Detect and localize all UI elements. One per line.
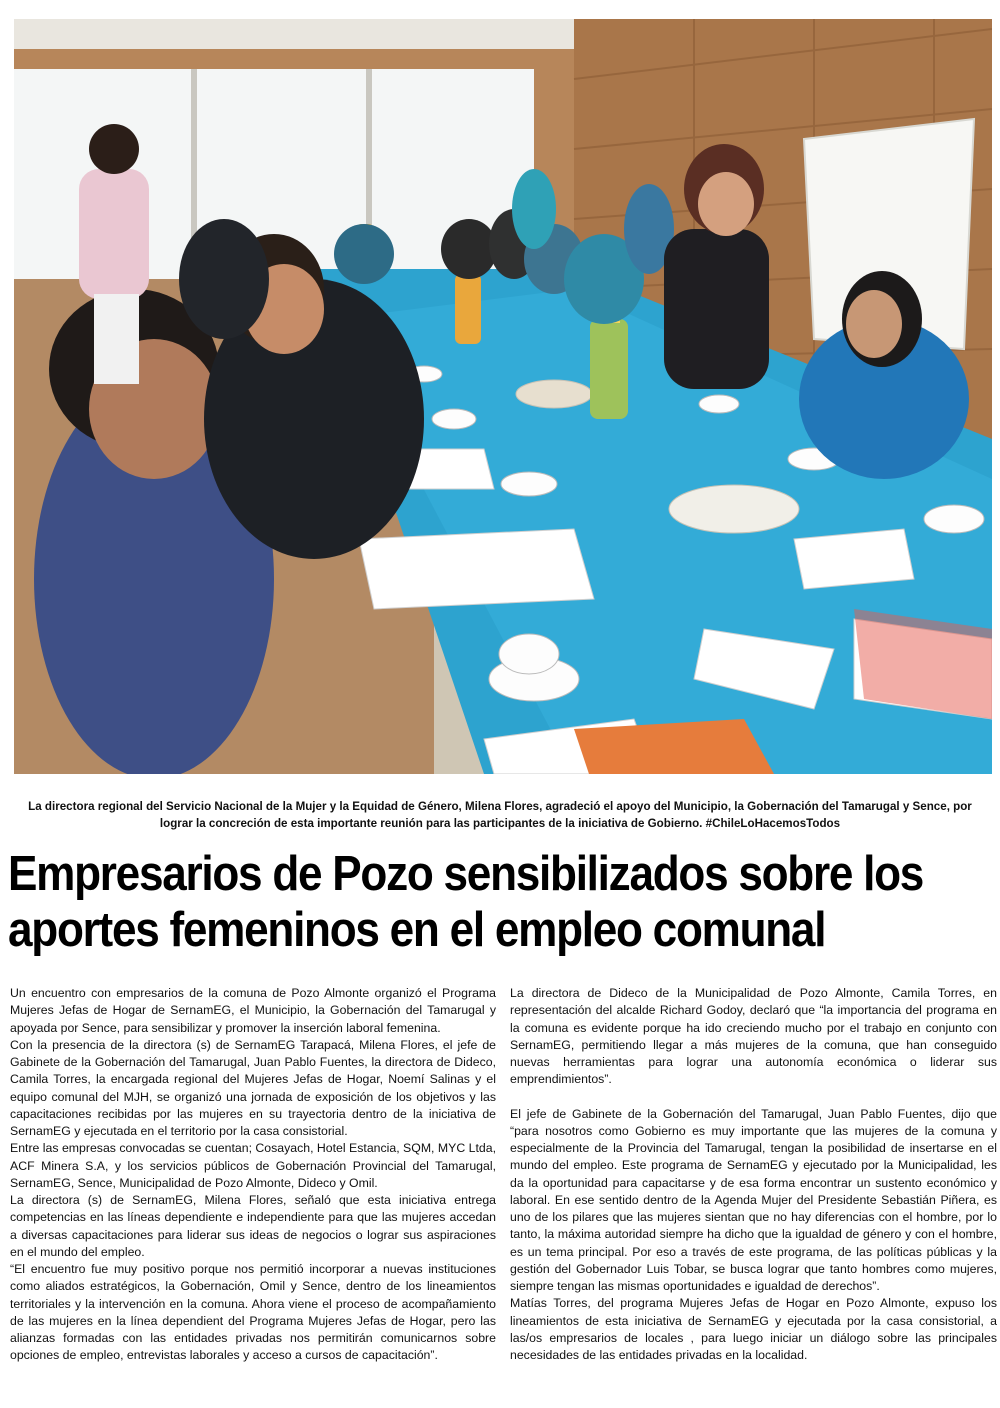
paragraph: Con la presencia de la directora (s) de SernamEG Tarapacá, Milena Flores, el jefe de Gabinete de la Gobernación del Tamarugal, Juan Pablo Fuentes, la directora de Dideco, Camila Torres, la encargada regional del Mujeres Jefas de Hogar, Noemí Salinas y el equipo comunal del MJH, se organizó una jornada de exposición de los objetivos y las capacitaciones recibidas por las mujeres en su trayectoria dentro de la iniciativa de SernamEG y ejecutada en el territorio por la casa consistorial. [10, 1037, 496, 1138]
headline-line-1: Empresarios de Pozo sensibilizados sobre los [8, 847, 924, 901]
meeting-photo-illustration [14, 19, 992, 774]
paragraph: Entre las empresas convocadas se cuentan; Cosayach, Hotel Estancia, SQM, MYC Ltda, ACF Minera S.A, y los servicios públicos de Gobernación Provincial del Tamarugal, SernamEG, Sence, Municipalidad de Pozo Almonte, Dideco y Omil. [10, 1141, 496, 1190]
paragraph: El jefe de Gabinete de la Gobernación del Tamarugal, Juan Pablo Fuentes, dijo que “para nosotros como Gobierno es muy importante que las mujeres de la comuna y especialmente de la Provincia del Tamarugal, tengan la posibilidad de insertarse en el mundo del empleo. Este programa de SernamEG y ejecutado por la Municipalidad, les da la oportunidad para capacitarse y de esa forma encontrar un sustento económico y laboral. En ese sentido dentro de la Agenda Mujer del Presidente Sebastián Piñera, es uno de los pilares que las mujeres sientan que no hay diferencias con el hombre, por lo tanto, la máxima autoridad siempre ha dicho que la igualdad de género y con el hombre, es un tema principal. Por eso a través de este programa, de las políticas públicas y la gestión del Gobernador Luis Tobar, se busca lograr que tanto hombres como mujeres, siempre tengan las mismas oportunidades e igualdad de derechos”. [510, 1106, 997, 1293]
paragraph: La directora (s) de SernamEG, Milena Flores, señaló que esta iniciativa entrega competencias en las líneas dependiente e independiente para que las mujeres accedan a diversas capacitaciones para liderar sus ideas de negocios o lograr sus aspiraciones en el mundo del empleo. [10, 1193, 496, 1259]
headline-line-2: aportes femeninos en el empleo comunal [8, 903, 826, 957]
paragraph: “El encuentro fue muy positivo porque nos permitió incorporar a nuevas instituciones como aliados estratégicos, la Gobernación, Omil y Sence, dentro de los lineamientos territoriales y la intervención en la comuna. Ahora viene el proceso de acompañamiento de las mujeres en la línea dependient del Programa Mujeres Jefas de Hogar, pero las alianzas formadas con las entidades privadas nos permitirán comunicarnos sobre opciones de empleo, entrevistas laborales y acceso a cursos de capacitación”. [10, 1262, 496, 1363]
paragraph: Un encuentro con empresarios de la comuna de Pozo Almonte organizó el Programa Mujeres Jefas de Hogar de SernamEG, el Municipio, la Gobernación del Tamarugal y apoyada por Sence, para sensibilizar y promover la inserción laboral femenina. [10, 986, 496, 1035]
article-column-left [10, 985, 496, 1365]
photo-caption: La directora regional del Servicio Nacional de la Mujer y la Equidad de Género, Milena Flores, agradeció el apoyo del Municipio, la Gobernación del Tamarugal y Sence, por lograr la concreción de esta importante reunión para las participantes de la iniciativa de Gobierno. #ChileLoHacemosTodos [28, 800, 972, 830]
article-column-right [510, 985, 997, 1364]
headline [8, 846, 924, 958]
paragraph: Matías Torres, del programa Mujeres Jefas de Hogar en Pozo Almonte, expuso los lineamientos de esta iniciativa de SernamEG y ejecutada por la casa consistorial, a las/os empresarios de locales , para luego iniciar un diálogo sobre las principales necesidades de las entidades privadas en la localidad. [510, 1296, 997, 1362]
paragraph: La directora de Dideco de la Municipalidad de Pozo Almonte, Camila Torres, en representación del alcalde Richard Godoy, declaró que “la importancia del programa en la comuna es evidente porque ha ido creciendo mucho por el trabajo en conjunto con SernamEG, permitiendo llegar a más mujeres de la comuna, que han conseguido nuevas herramientas para lograr una autonomía económica o liderar sus emprendimientos”. [510, 986, 997, 1087]
meeting-photo [14, 19, 992, 774]
